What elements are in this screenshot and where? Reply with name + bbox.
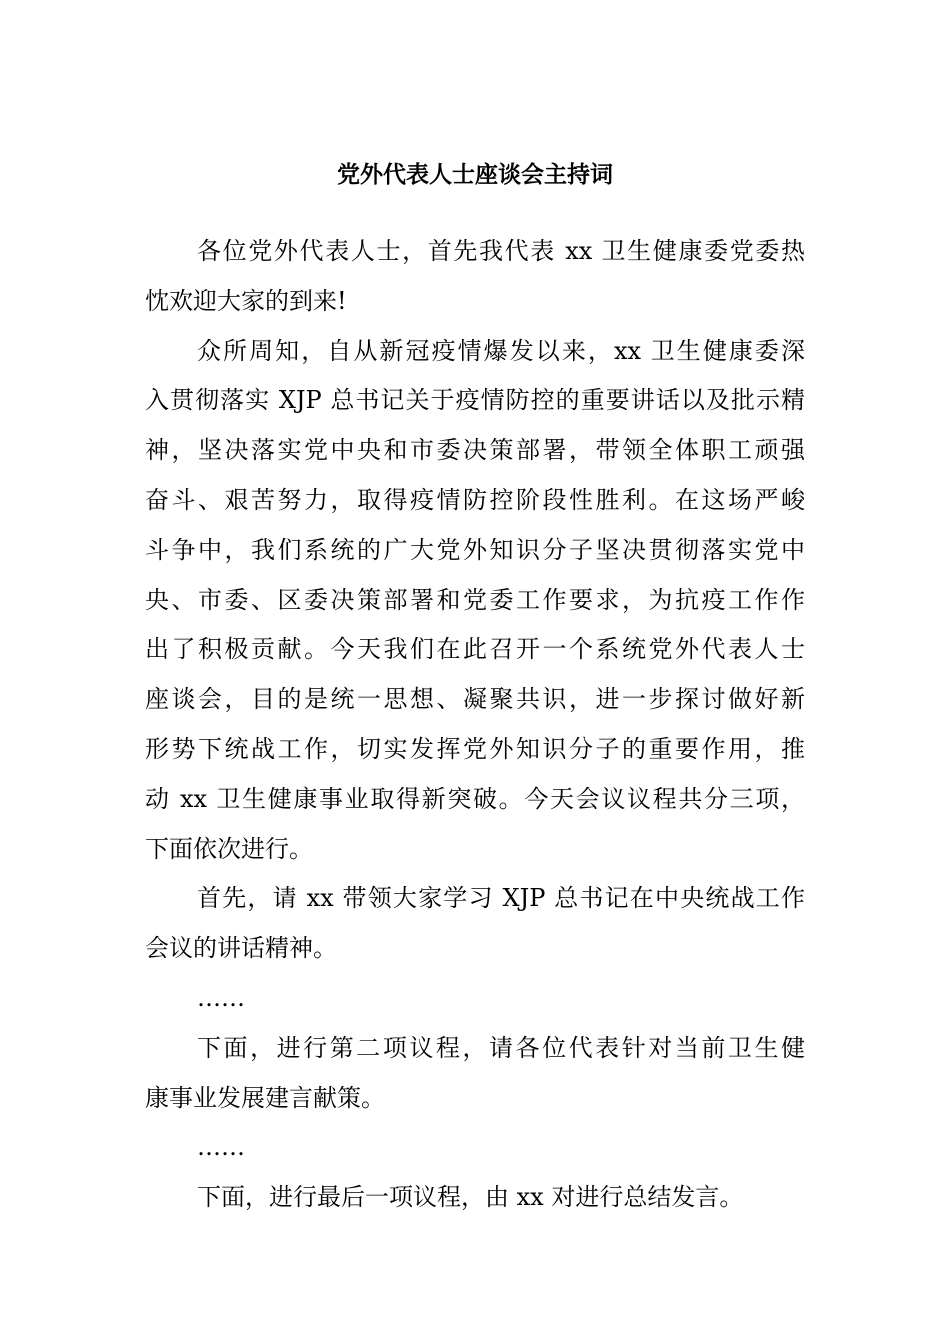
paragraph-line: 入贯彻落实 XJP 总书记关于疫情防控的重要讲话以及批示精 [145, 386, 805, 415]
paragraph [145, 974, 805, 1024]
paragraph-line: 形势下统战工作，切实发挥党外知识分子的重要作用，推 [145, 734, 805, 763]
paragraph-line: 出了积极贡献。今天我们在此召开一个系统党外代表人士 [145, 635, 805, 664]
paragraph-line: 忱欢迎大家的到来! [145, 286, 347, 315]
paragraph-line: …… [197, 983, 245, 1012]
paragraph-line: 动 xx 卫生健康事业取得新突破。今天会议议程共分三项， [145, 784, 805, 813]
paragraph-line: 下面，进行最后一项议程，由 xx 对进行总结发言。 [197, 1183, 744, 1212]
paragraph [145, 327, 805, 875]
paragraph-line: 各位党外代表人士，首先我代表 xx 卫生健康委党委热 [197, 237, 805, 265]
paragraph-line: 会议的讲话精神。 [145, 934, 337, 963]
paragraph-line: 下面，进行第二项议程，请各位代表针对当前卫生健 [197, 1033, 805, 1062]
paragraph-line: 央、市委、区委决策部署和党委工作要求，为抗疫工作作 [145, 585, 805, 614]
paragraph [145, 227, 805, 327]
paragraph-line: 康事业发展建言献策。 [145, 1083, 385, 1112]
paragraph-line: 座谈会，目的是统一思想、凝聚共识，进一步探讨做好新 [145, 685, 805, 714]
paragraph [145, 1123, 805, 1173]
paragraph [145, 1024, 805, 1124]
paragraph-line: 首先，请 xx 带领大家学习 XJP 总书记在中央统战工作 [197, 884, 805, 913]
paragraph-line: 奋斗、艰苦努力，取得疫情防控阶段性胜利。在这场严峻 [145, 485, 805, 514]
paragraph-line: 神，坚决落实党中央和市委决策部署，带领全体职工顽强 [145, 436, 805, 465]
paragraph-line: 众所周知，自从新冠疫情爆发以来，xx 卫生健康委深 [197, 336, 805, 365]
paragraph [145, 874, 805, 974]
paragraph-line: 下面依次进行。 [145, 834, 313, 863]
document-title: 党外代表人士座谈会主持词 [337, 161, 613, 188]
paragraph [145, 1173, 805, 1223]
paragraph-line: …… [197, 1133, 245, 1162]
document-body [145, 227, 805, 1223]
paragraph-line: 斗争中，我们系统的广大党外知识分子坚决贯彻落实党中 [145, 535, 805, 564]
